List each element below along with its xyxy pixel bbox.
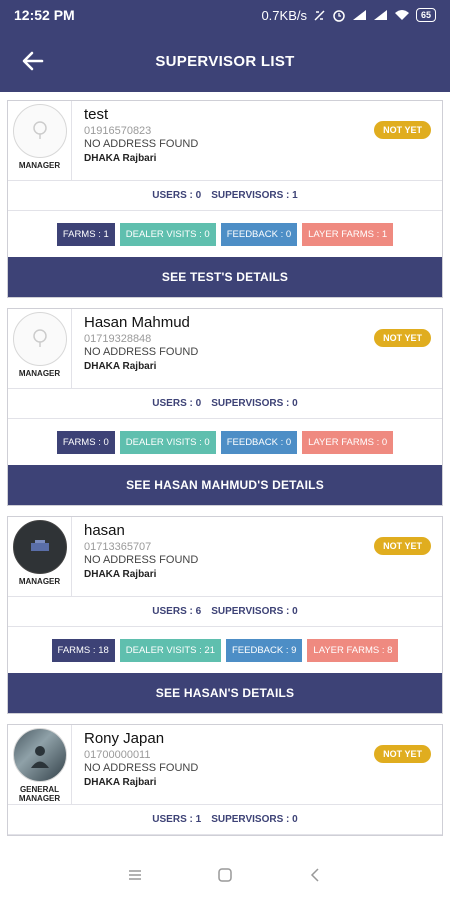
page-title: SUPERVISOR LIST [155,52,295,70]
layer-farms-chip[interactable]: LAYER FARMS : 0 [302,431,393,454]
card-header [8,725,442,805]
placeholder-avatar-icon [26,117,54,145]
nav-back-icon[interactable] [305,865,325,885]
card-header [8,517,442,597]
supervisor-info [72,101,442,180]
status-badge: NOT YET [374,121,431,139]
dealer-visits-chip[interactable]: DEALER VISITS : 0 [120,223,216,246]
data-saver-icon [313,9,326,22]
status-icons [261,8,436,23]
supervisors-count: SUPERVISORS : 0 [211,398,298,409]
supervisors-count: SUPERVISORS : 0 [211,606,298,617]
supervisor-card [7,724,443,836]
supervisor-name: Hasan Mahmud [84,314,190,331]
stats-chips [8,627,442,673]
profile-photo-icon [27,537,53,557]
see-details-button[interactable]: SEE TEST'S DETAILS [8,257,442,297]
farms-chip[interactable]: FARMS : 1 [57,223,115,246]
supervisor-phone: 01916570823 [84,125,152,137]
placeholder-avatar-icon [26,325,54,353]
supervisor-location: DHAKA Rajbari [84,777,157,788]
home-icon[interactable] [215,865,235,885]
signal-icon [352,9,367,21]
supervisor-info [72,725,442,804]
card-header [8,309,442,389]
feedback-chip[interactable]: FEEDBACK : 0 [221,431,297,454]
signal-icon [373,9,388,21]
avatar [13,312,67,366]
counts-row [8,181,442,211]
supervisor-card [7,308,443,506]
profile-photo-icon [25,740,55,770]
system-nav-bar [0,850,450,900]
users-count: USERS : 1 [152,814,202,825]
supervisor-address: NO ADDRESS FOUND [84,762,199,774]
layer-farms-chip[interactable]: LAYER FARMS : 8 [307,639,398,662]
status-badge: NOT YET [374,745,431,763]
feedback-chip[interactable]: FEEDBACK : 0 [221,223,297,246]
status-badge: NOT YET [374,329,431,347]
supervisor-name: hasan [84,522,125,539]
battery-icon: 65 [416,8,436,22]
avatar-column [8,725,72,804]
supervisor-location: DHAKA Rajbari [84,569,157,580]
supervisor-card [7,516,443,714]
stats-chips [8,419,442,465]
card-header [8,101,442,181]
supervisor-card [7,100,443,298]
network-speed: 0.7KB/s [261,7,307,23]
farms-chip[interactable]: FARMS : 0 [57,431,115,454]
app-bar [0,30,450,92]
stats-chips [8,211,442,257]
see-details-button[interactable]: SEE HASAN'S DETAILS [8,673,442,713]
dealer-visits-chip[interactable]: DEALER VISITS : 0 [120,431,216,454]
supervisor-name: Rony Japan [84,730,165,747]
role-label: GENERAL MANAGER [18,785,61,803]
back-arrow-icon[interactable] [20,48,46,74]
avatar [13,728,67,782]
avatar [13,520,67,574]
feedback-chip[interactable]: FEEDBACK : 9 [226,639,302,662]
supervisor-list[interactable] [0,92,450,850]
supervisors-count: SUPERVISORS : 0 [211,814,298,825]
supervisor-phone: 01713365707 [84,541,152,553]
supervisors-count: SUPERVISORS : 1 [211,190,298,201]
status-badge: NOT YET [374,537,431,555]
role-label: MANAGER [18,577,61,586]
counts-row [8,597,442,627]
supervisor-info [72,517,442,596]
counts-row [8,805,442,835]
avatar [13,104,67,158]
avatar-column [8,309,72,388]
dealer-visits-chip[interactable]: DEALER VISITS : 21 [120,639,221,662]
supervisor-location: DHAKA Rajbari [84,153,157,164]
users-count: USERS : 0 [152,398,202,409]
wifi-icon [394,9,410,21]
avatar-column [8,101,72,180]
counts-row [8,389,442,419]
menu-icon[interactable] [125,865,145,885]
supervisor-phone: 01700000011 [84,749,151,761]
supervisor-location: DHAKA Rajbari [84,361,157,372]
status-bar [0,0,450,30]
supervisor-address: NO ADDRESS FOUND [84,138,199,150]
avatar-column [8,517,72,596]
layer-farms-chip[interactable]: LAYER FARMS : 1 [302,223,393,246]
role-label: MANAGER [18,161,61,170]
supervisor-info [72,309,442,388]
supervisor-name: test [84,106,109,123]
users-count: USERS : 6 [152,606,202,617]
farms-chip[interactable]: FARMS : 18 [52,639,115,662]
see-details-button[interactable]: SEE HASAN MAHMUD'S DETAILS [8,465,442,505]
role-label: MANAGER [18,369,61,378]
supervisor-address: NO ADDRESS FOUND [84,346,199,358]
status-time: 12:52 PM [14,7,75,23]
supervisor-address: NO ADDRESS FOUND [84,554,199,566]
users-count: USERS : 0 [152,190,202,201]
supervisor-phone: 01719328848 [84,333,152,345]
alarm-icon [332,8,346,22]
